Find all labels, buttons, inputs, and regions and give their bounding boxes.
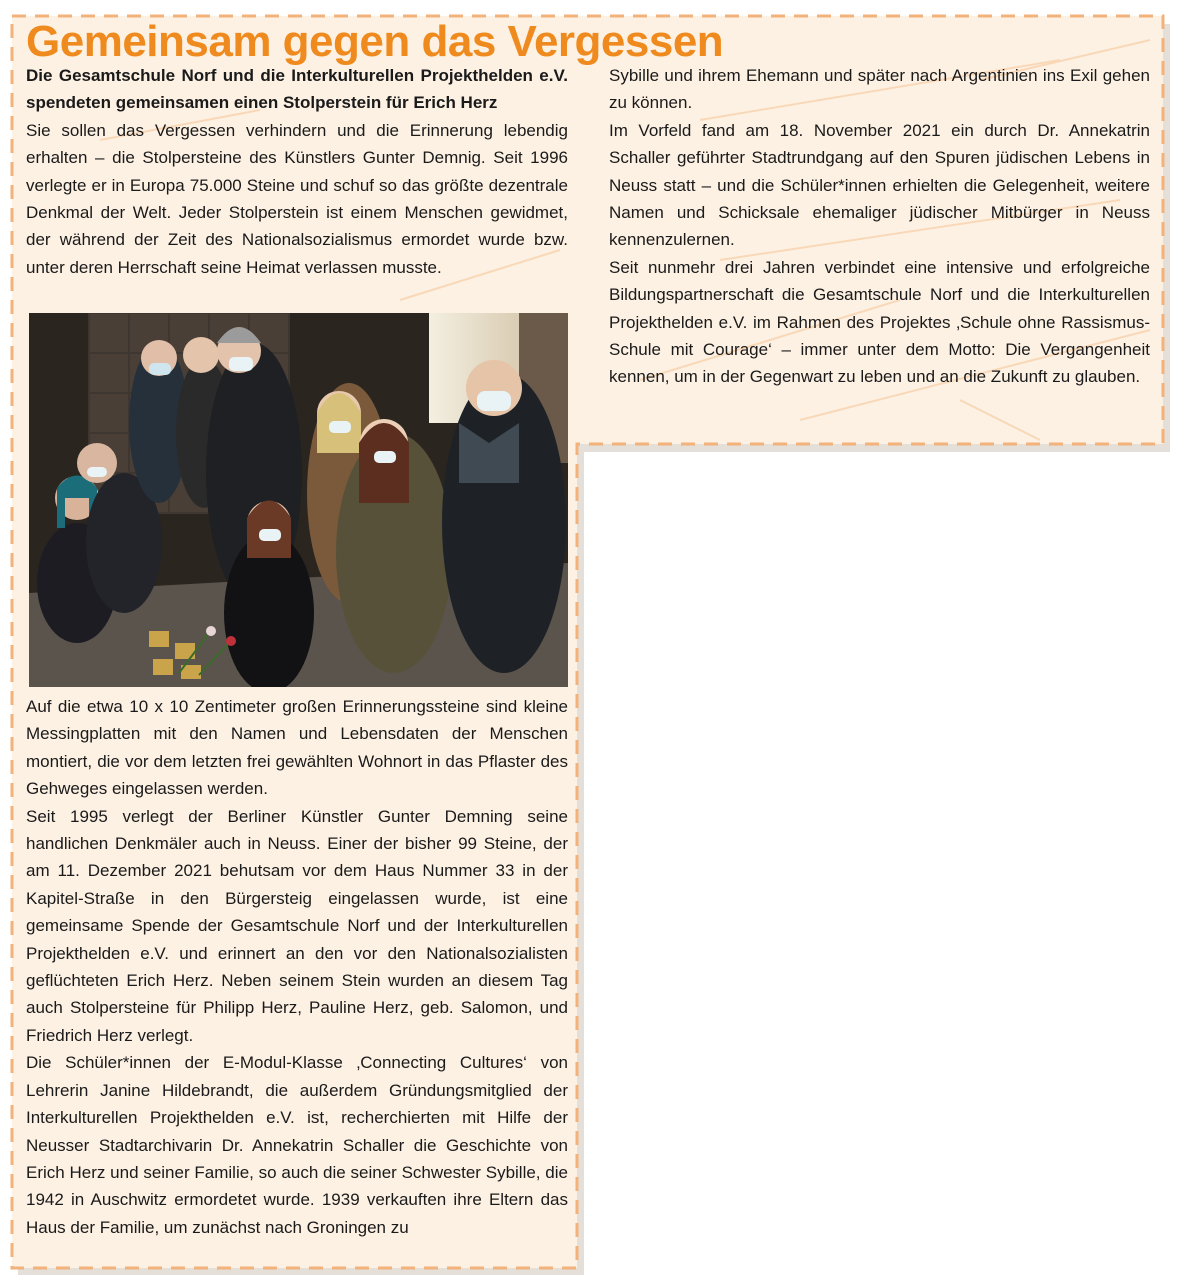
column-left-bottom xyxy=(26,693,568,1241)
article-lead: Die Gesamtschule Norf und die Interkulturellen Projekthelden e.V. spendeten gemeinsamen einen Stolperstein für Erich Herz xyxy=(26,66,568,113)
paragraph-exil: Sybille und ihrem Ehemann und später nach Argentinien ins Exil gehen zu können. xyxy=(609,66,1150,113)
intro-paragraph: Sie sollen das Vergessen verhindern und die Erinnerung lebendig erhalten – die Stolpersteine des Künstlers Gunter Demnig. Seit 1996 verlegte er in Europa 75.000 Steine und schuf so das größte dezentrale Denkmal der Welt. Jeder Stolperstein ist einem Menschen gewidmet, der während der Zeit des Nationalsozialismus ermordet wurde bzw. unter deren Herrschaft seine Heimat verlassen musste. xyxy=(26,120,568,277)
paragraph-stadtrundgang: Im Vorfeld fand am 18. November 2021 ein durch Dr. Annekatrin Schaller geführter Stadtrundgang auf den Spuren jüdischen Lebens in Neuss statt – und die Schüler*innen erhielten die Gelegenheit, weitere Namen und Schicksale ehemaliger jüdischer Mitbürger in Neuss kennenzulernen. xyxy=(609,120,1150,250)
group-photo xyxy=(29,313,568,687)
column-left-top xyxy=(26,62,568,281)
column-right xyxy=(609,62,1150,391)
paragraph-connecting-cultures: Die Schüler*innen der E-Modul-Klasse ‚Connecting Cultures‘ von Lehrerin Janine Hildebrandt, die außerdem Gründungsmitglied der Interkulturellen Projekthelden e.V. ist, recherchierten mit Hilfe der Neusser Stadtarchivarin Dr. Annekatrin Schaller die Geschichte von Erich Herz und seiner Familie, so auch die seiner Schwester Sybille, die 1942 in Auschwitz ermordetet wurde. 1939 verkauften ihre Eltern das Haus der Familie, um zunächst nach Groningen zu xyxy=(26,1053,568,1237)
paragraph-messingplatten: Auf die etwa 10 x 10 Zentimeter großen Erinnerungssteine sind kleine Messingplatten mit den Namen und Lebensdaten der Menschen montiert, die vor dem letzten frei gewählten Wohnort in das Pflaster des Gehweges eingelassen werden. xyxy=(26,697,568,799)
paragraph-neuss-steine: Seit 1995 verlegt der Berliner Künstler Gunter Demning seine handlichen Denkmäler auch in Neuss. Einer der bisher 99 Steine, der am 11. Dezember 2021 behutsam vor dem Haus Nummer 33 in der Kapitel-Straße in den Bürgersteig eingelassen wurde, ist eine gemeinsame Spende der Gesamtschule Norf und der Interkulturellen Projekthelden e.V. und erinnert an den vor den Nationalsozialisten geflüchteten Erich Herz. Neben seinem Stein wurden an diesem Tag auch Stolpersteine für Philipp Herz, Pauline Herz, geb. Salomon, und Friedrich Herz verlegt. xyxy=(26,806,568,1045)
paragraph-bildungspartnerschaft: Seit nunmehr drei Jahren verbindet eine intensive und erfolgreiche Bildungspartnerschaft die Gesamtschule Norf und die Interkulturellen Projekthelden e.V. im Rahmen des Projektes ‚Schule ohne Rassismus-Schule mit Courage‘ – immer unter dem Motto: Die Vergangenheit kennen, um in der Gegenwart zu leben und an die Zukunft zu glauben. xyxy=(609,257,1150,387)
article-title: Gemeinsam gegen das Vergessen xyxy=(26,17,724,66)
